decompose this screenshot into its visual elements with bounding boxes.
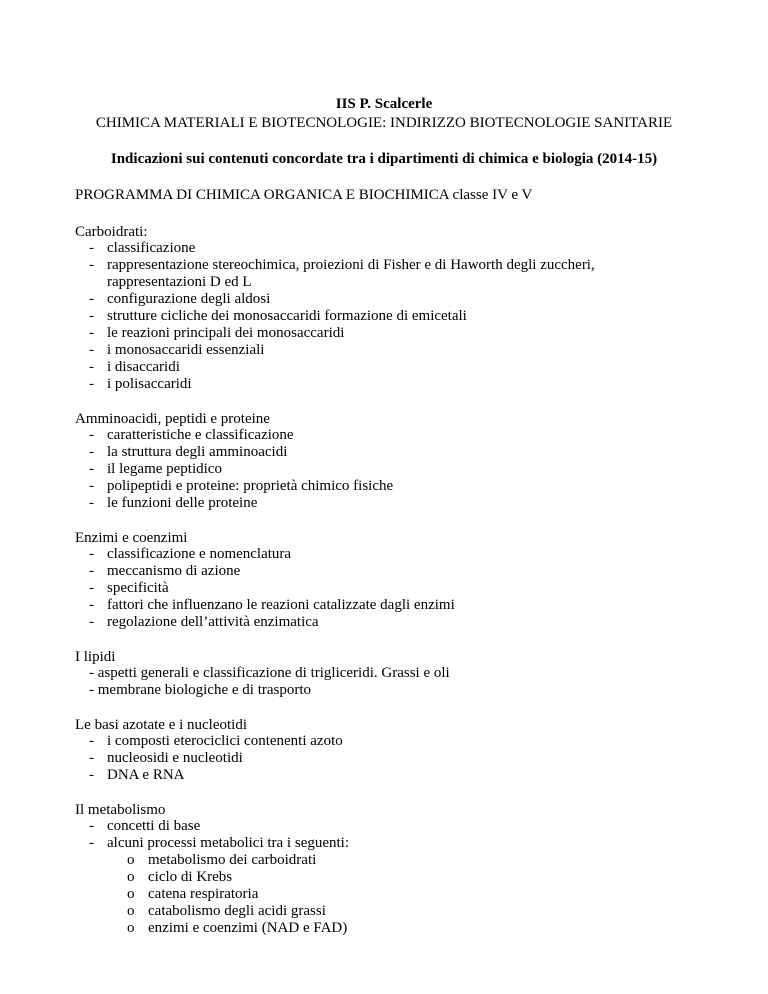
list-item: meccanismo di azione <box>107 563 241 579</box>
list-dash: - <box>89 750 94 766</box>
list-dash: - <box>89 257 94 273</box>
list-dash: - <box>89 427 94 443</box>
sub-list-item: metabolismo dei carboidrati <box>148 852 317 868</box>
list-dash: - <box>89 818 94 834</box>
list-dash: - <box>89 478 94 494</box>
school-name: IIS P. Scalcerle <box>335 96 433 112</box>
program-title: PROGRAMMA DI CHIMICA ORGANICA E BIOCHIMICA classe IV e V <box>75 187 533 203</box>
section-heading: I lipidi <box>75 649 116 665</box>
list-dash: - <box>89 546 94 562</box>
list-bullet: o <box>127 886 135 902</box>
list-item: strutture cicliche dei monosaccaridi formazione di emicetali <box>107 308 467 324</box>
list-dash: - <box>89 597 94 613</box>
list-item: - membrane biologiche e di trasporto <box>89 682 312 698</box>
list-dash: - <box>89 495 94 511</box>
list-item: alcuni processi metabolici tra i seguenti: <box>107 835 350 851</box>
list-bullet: o <box>127 920 135 936</box>
list-dash: - <box>89 444 94 460</box>
list-item: il legame peptidico <box>107 461 222 477</box>
list-dash: - <box>89 240 94 256</box>
list-dash: - <box>89 733 94 749</box>
sub-list-item: enzimi e coenzimi (NAD e FAD) <box>148 920 348 936</box>
list-dash: - <box>89 325 94 341</box>
list-item: la struttura degli amminoacidi <box>107 444 288 460</box>
sub-list-item: catena respiratoria <box>148 886 259 902</box>
list-item: i polisaccaridi <box>107 376 192 392</box>
list-item: i disaccaridi <box>107 359 180 375</box>
list-item: classificazione e nomenclatura <box>107 546 292 562</box>
list-dash: - <box>89 614 94 630</box>
list-dash: - <box>89 342 94 358</box>
list-bullet: o <box>127 852 135 868</box>
list-item: caratteristiche e classificazione <box>107 427 294 443</box>
list-dash: - <box>89 291 94 307</box>
list-item: DNA e RNA <box>107 767 185 783</box>
list-dash: - <box>89 580 94 596</box>
list-item: rappresentazione stereochimica, proiezioni di Fisher e di Haworth degli zuccheri, <box>107 257 595 273</box>
list-dash: - <box>89 835 94 851</box>
list-dash: - <box>89 461 94 477</box>
list-dash: - <box>89 308 94 324</box>
section-heading: Il metabolismo <box>75 802 166 818</box>
sub-list-item: ciclo di Krebs <box>148 869 233 885</box>
list-dash: - <box>89 376 94 392</box>
list-dash: - <box>89 359 94 375</box>
section-heading: Enzimi e coenzimi <box>75 530 188 546</box>
list-item: classificazione <box>107 240 196 256</box>
document-subtitle: Indicazioni sui contenuti concordate tra i dipartimenti di chimica e biologia (2014-15) <box>110 151 658 167</box>
list-item: polipeptidi e proteine: proprietà chimico fisiche <box>107 478 394 494</box>
list-item: nucleosidi e nucleotidi <box>107 750 243 766</box>
list-bullet: o <box>127 903 135 919</box>
list-item: i composti eterociclici contenenti azoto <box>107 733 343 749</box>
list-item: le funzioni delle proteine <box>107 495 258 511</box>
list-dash: - <box>89 767 94 783</box>
list-item: le reazioni principali dei monosaccaridi <box>107 325 345 341</box>
list-item: concetti di base <box>107 818 201 834</box>
section-heading: Carboidrati: <box>75 224 148 240</box>
list-item: - aspetti generali e classificazione di trigliceridi. Grassi e oli <box>89 665 450 681</box>
section-heading: Amminoacidi, peptidi e proteine <box>75 411 270 427</box>
list-item-continuation: rappresentazioni D ed L <box>107 274 252 290</box>
section-heading: Le basi azotate e i nucleotidi <box>75 717 248 733</box>
course-title: CHIMICA MATERIALI E BIOTECNOLOGIE: INDIRIZZO BIOTECNOLOGIE SANITARIE <box>95 115 673 131</box>
list-item: configurazione degli aldosi <box>107 291 271 307</box>
list-dash: - <box>89 563 94 579</box>
list-item: i monosaccaridi essenziali <box>107 342 265 358</box>
list-bullet: o <box>127 869 135 885</box>
list-item: specificità <box>107 580 169 596</box>
list-item: regolazione dell’attività enzimatica <box>107 614 319 630</box>
sub-list-item: catabolismo degli acidi grassi <box>148 903 326 919</box>
list-item: fattori che influenzano le reazioni catalizzate dagli enzimi <box>107 597 455 613</box>
